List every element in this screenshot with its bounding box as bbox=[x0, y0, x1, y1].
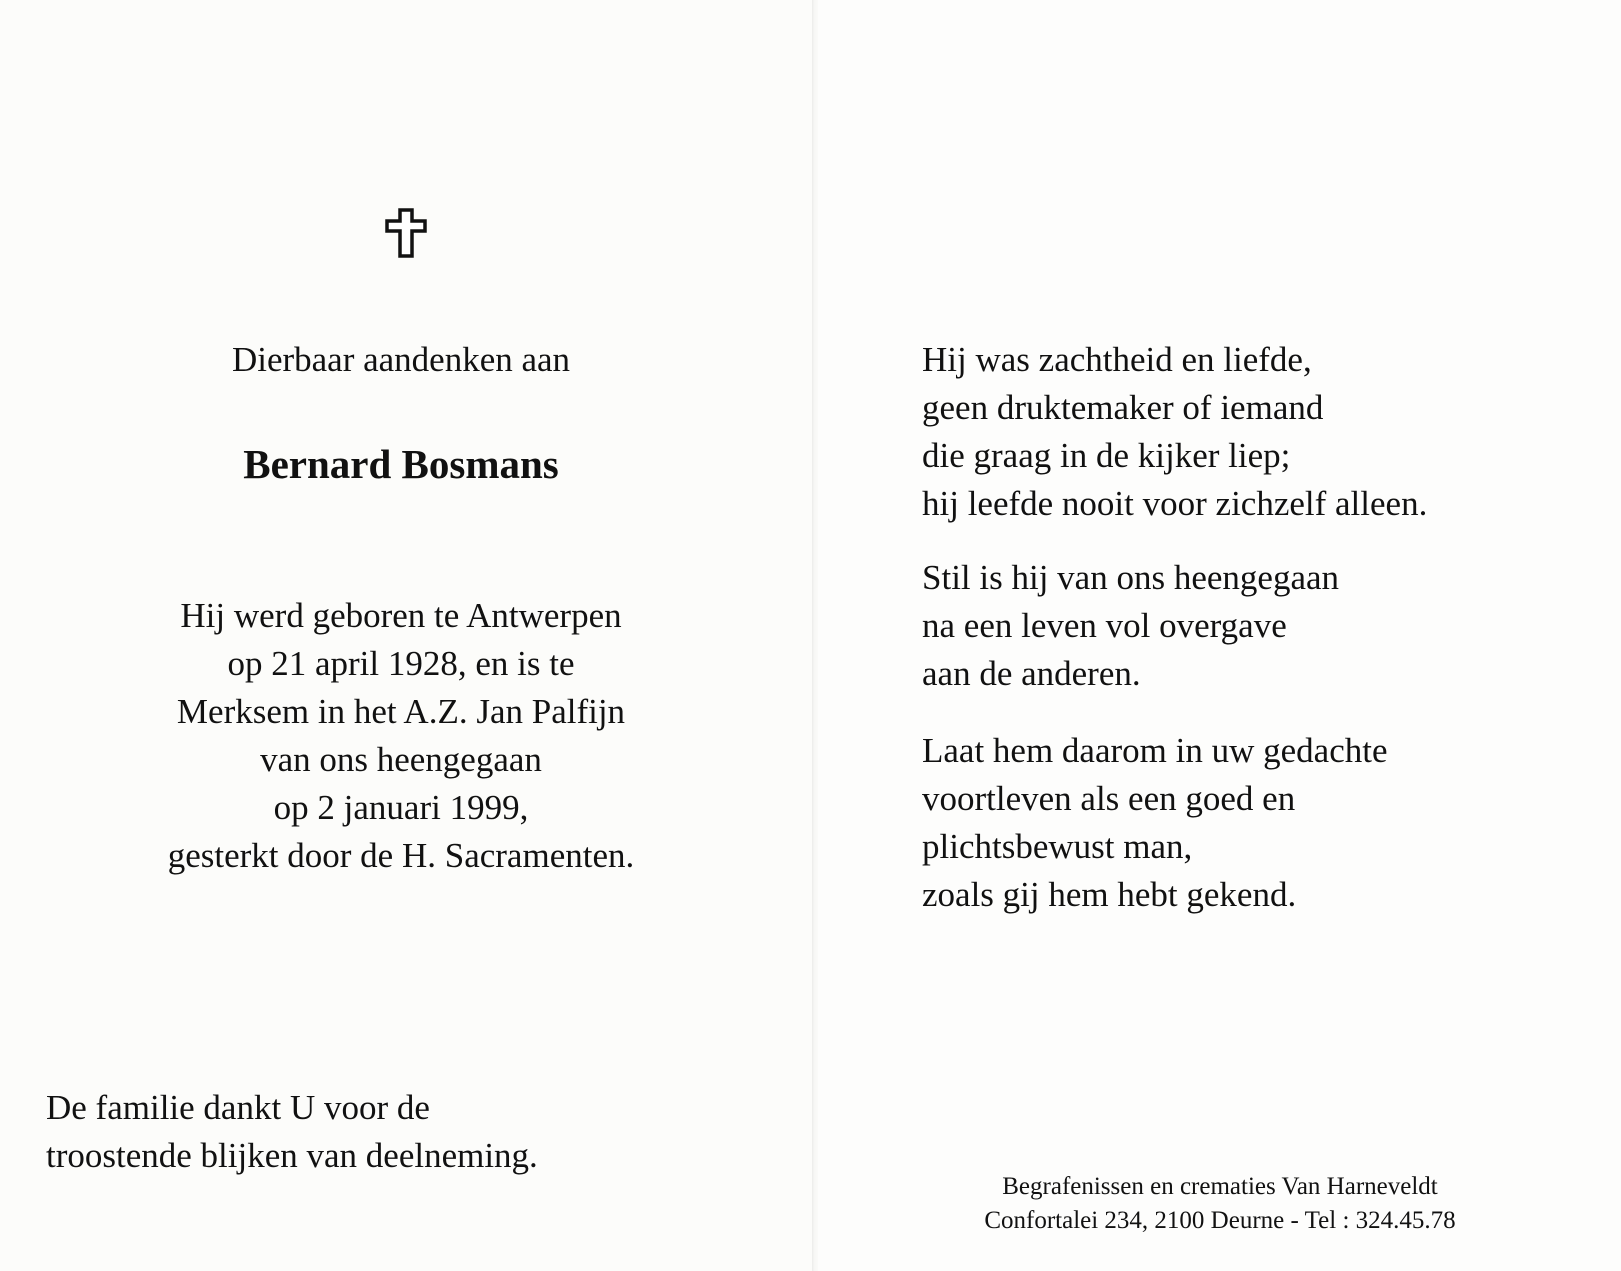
poem-line: Laat hem daarom in uw gedachte bbox=[922, 731, 1388, 770]
latin-cross-icon bbox=[385, 208, 427, 258]
deceased-name: Bernard Bosmans bbox=[243, 441, 559, 487]
poem-line: Hij was zachtheid en liefde, bbox=[922, 340, 1312, 379]
poem-line: zoals gij hem hebt gekend. bbox=[922, 875, 1297, 914]
poem-line: aan de anderen. bbox=[922, 654, 1141, 693]
thanks-line: troostende blijken van deelneming. bbox=[46, 1136, 538, 1175]
undertaker-info bbox=[940, 1170, 1500, 1238]
intro-text: Dierbaar aandenken aan bbox=[231, 340, 571, 379]
undertaker-address: Confortalei 234, 2100 Deurne - Tel : 324.45.78 bbox=[984, 1207, 1456, 1234]
family-thanks bbox=[46, 1084, 538, 1180]
bio-line: Merksem in het A.Z. Jan Palfijn bbox=[176, 692, 626, 731]
biography bbox=[100, 592, 702, 880]
bio-line: gesterkt door de H. Sacramenten. bbox=[167, 836, 635, 875]
poem-line: geen druktemaker of iemand bbox=[922, 388, 1324, 427]
poem-line: die graag in de kijker liep; bbox=[922, 436, 1291, 475]
poem-stanza-2 bbox=[922, 554, 1339, 698]
poem-line: na een leven vol overgave bbox=[922, 606, 1287, 645]
bio-line: op 21 april 1928, en is te bbox=[227, 644, 575, 683]
undertaker-name: Begrafenissen en crematies Van Harneveldt bbox=[1002, 1173, 1438, 1200]
poem-line: voortleven als een goed en bbox=[922, 779, 1296, 818]
poem-line: plichtsbewust man, bbox=[922, 827, 1193, 866]
bio-line: van ons heengegaan bbox=[260, 740, 542, 779]
poem-line: Stil is hij van ons heengegaan bbox=[922, 558, 1340, 597]
poem-stanza-3 bbox=[922, 727, 1388, 919]
poem-stanza-1 bbox=[922, 336, 1427, 528]
thanks-line: De familie dankt U voor de bbox=[46, 1088, 430, 1127]
poem-line: hij leefde nooit voor zichzelf alleen. bbox=[922, 484, 1428, 523]
bio-line: Hij werd geboren te Antwerpen bbox=[180, 596, 622, 635]
bio-line: op 2 januari 1999, bbox=[273, 788, 529, 827]
